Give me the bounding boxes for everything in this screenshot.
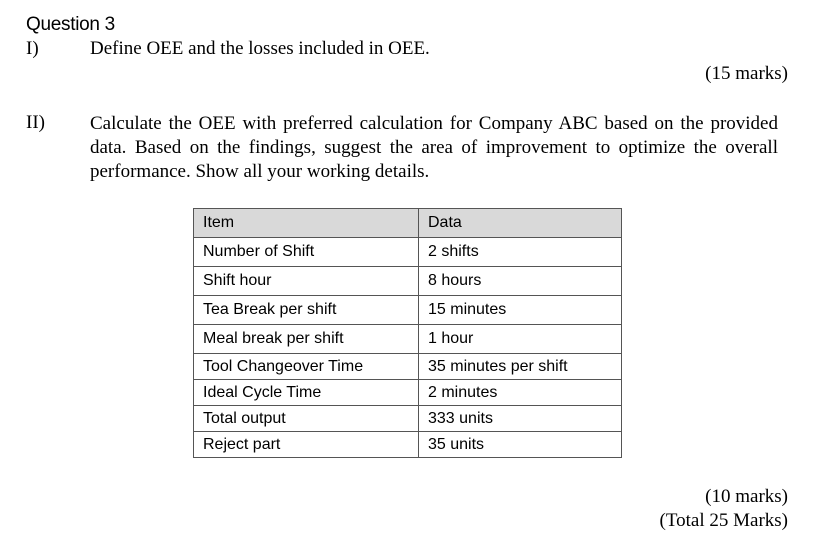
part-1-text: Define OEE and the losses included in OEE. bbox=[90, 38, 430, 59]
table-cell-data: 2 shifts bbox=[419, 238, 622, 267]
table-cell-data: 333 units bbox=[419, 406, 622, 432]
part-1-number: I) bbox=[26, 38, 39, 59]
part-1-marks: (15 marks) bbox=[705, 63, 788, 84]
table-row bbox=[194, 354, 622, 380]
total-marks: (Total 25 Marks) bbox=[659, 510, 788, 531]
table-cell-item: Tool Changeover Time bbox=[194, 354, 419, 380]
table-row bbox=[194, 325, 622, 354]
table-row bbox=[194, 380, 622, 406]
part-2-text: Calculate the OEE with preferred calculation for Company ABC based on the provided data. Based on the findings, suggest the area of improvement to optimize the overall performance. Show all your working details. bbox=[90, 113, 778, 182]
table-row bbox=[194, 406, 622, 432]
table-row bbox=[194, 432, 622, 458]
table-header-item: Item bbox=[194, 209, 419, 238]
table-header-data: Data bbox=[419, 209, 622, 238]
table-cell-item: Total output bbox=[194, 406, 419, 432]
table-cell-data: 1 hour bbox=[419, 325, 622, 354]
table-cell-item: Tea Break per shift bbox=[194, 296, 419, 325]
table-cell-data: 15 minutes bbox=[419, 296, 622, 325]
table-cell-data: 8 hours bbox=[419, 267, 622, 296]
part-2-number: II) bbox=[26, 112, 45, 133]
table-cell-item: Number of Shift bbox=[194, 238, 419, 267]
table-cell-item: Shift hour bbox=[194, 267, 419, 296]
table-cell-data: 35 units bbox=[419, 432, 622, 458]
table-cell-item: Meal break per shift bbox=[194, 325, 419, 354]
question-title: Question 3 bbox=[26, 14, 115, 35]
table-cell-item: Reject part bbox=[194, 432, 419, 458]
table-row bbox=[194, 267, 622, 296]
data-table bbox=[193, 208, 622, 458]
part-2-marks: (10 marks) bbox=[705, 486, 788, 507]
table-cell-item: Ideal Cycle Time bbox=[194, 380, 419, 406]
table-row bbox=[194, 296, 622, 325]
table-cell-data: 2 minutes bbox=[419, 380, 622, 406]
table-cell-data: 35 minutes per shift bbox=[419, 354, 622, 380]
table-row bbox=[194, 238, 622, 267]
table-header-row bbox=[194, 209, 622, 238]
